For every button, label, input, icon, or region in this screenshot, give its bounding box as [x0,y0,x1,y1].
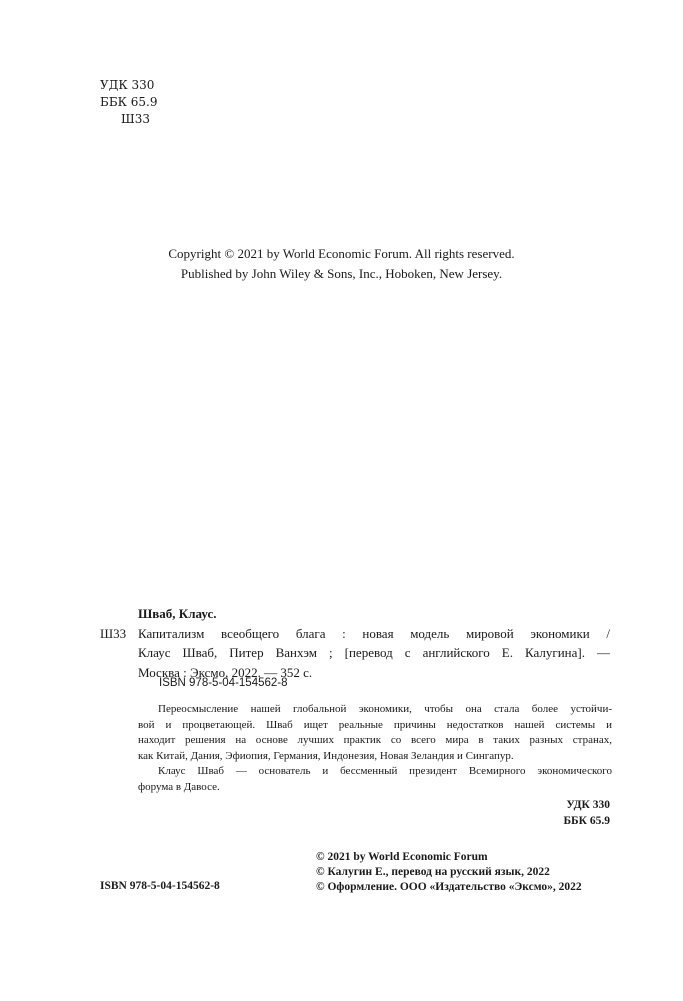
bibliographic-record [100,604,610,682]
author-mark: Ш33 [121,112,150,126]
copyright-line: Copyright © 2021 by World Economic Forum. All rights reserved. [168,246,515,261]
isbn-bottom: ISBN 978-5-04-154562-8 [100,880,220,892]
annotation-line: Клаус Шваб — основатель и бессменный президент Всемирного экономического [158,765,612,778]
annotation-summary [138,702,612,764]
bbk-code-bottom: ББК 65.9 [563,815,610,827]
rights-line: © Оформление. ООО «Издательство «Эксмо», 2022 [316,881,582,894]
annotation-about-author [138,764,612,795]
record-title: Капитализм всеобщего блага : новая модель мировой экономики / [138,625,610,641]
record-imprint: Москва : Эксмо, 2022. — 352 с. [138,664,313,680]
publisher-line: Published by John Wiley & Sons, Inc., Hoboken, New Jersey. [180,266,503,281]
classification-codes-top [100,77,157,128]
annotation [138,702,612,796]
record-author-mark: Ш33 [100,625,127,641]
rights-line: © Калугин Е., перевод на русский язык, 2022 [316,866,550,879]
annotation-line: находит решения на основе лучших практик со всего мира в таких разных странах, [138,734,612,747]
classification-codes-bottom [480,797,610,829]
bbk-code: ББК 65.9 [100,95,158,109]
annotation-line: как Китай, Дания, Эфиопия, Германия, Индонезия, Новая Зеландия и Сингапур. [138,749,514,762]
record-author: Шваб, Клаус. [138,606,217,621]
annotation-line: вой и процветающей. Шваб ищет реальные причины недостатков нашей системы и [138,718,612,731]
annotation-line: форума в Давосе. [138,780,220,793]
copyright-notice [0,244,683,284]
rights-line: © 2021 by World Economic Forum [316,851,488,863]
record-isbn: ISBN 978-5-04-154562-8 [159,677,288,689]
rights-notice [316,850,582,896]
record-title-row [100,624,610,644]
udk-code: УДК 330 [100,78,155,92]
annotation-line: Переосмысление нашей глобальной экономики, чтобы она стала более устойчи- [158,703,612,715]
record-responsibility: Клаус Шваб, Питер Ванхэм ; [перевод с английского Е. Калугина]. — [138,645,610,660]
udk-code-bottom: УДК 330 [566,799,610,811]
